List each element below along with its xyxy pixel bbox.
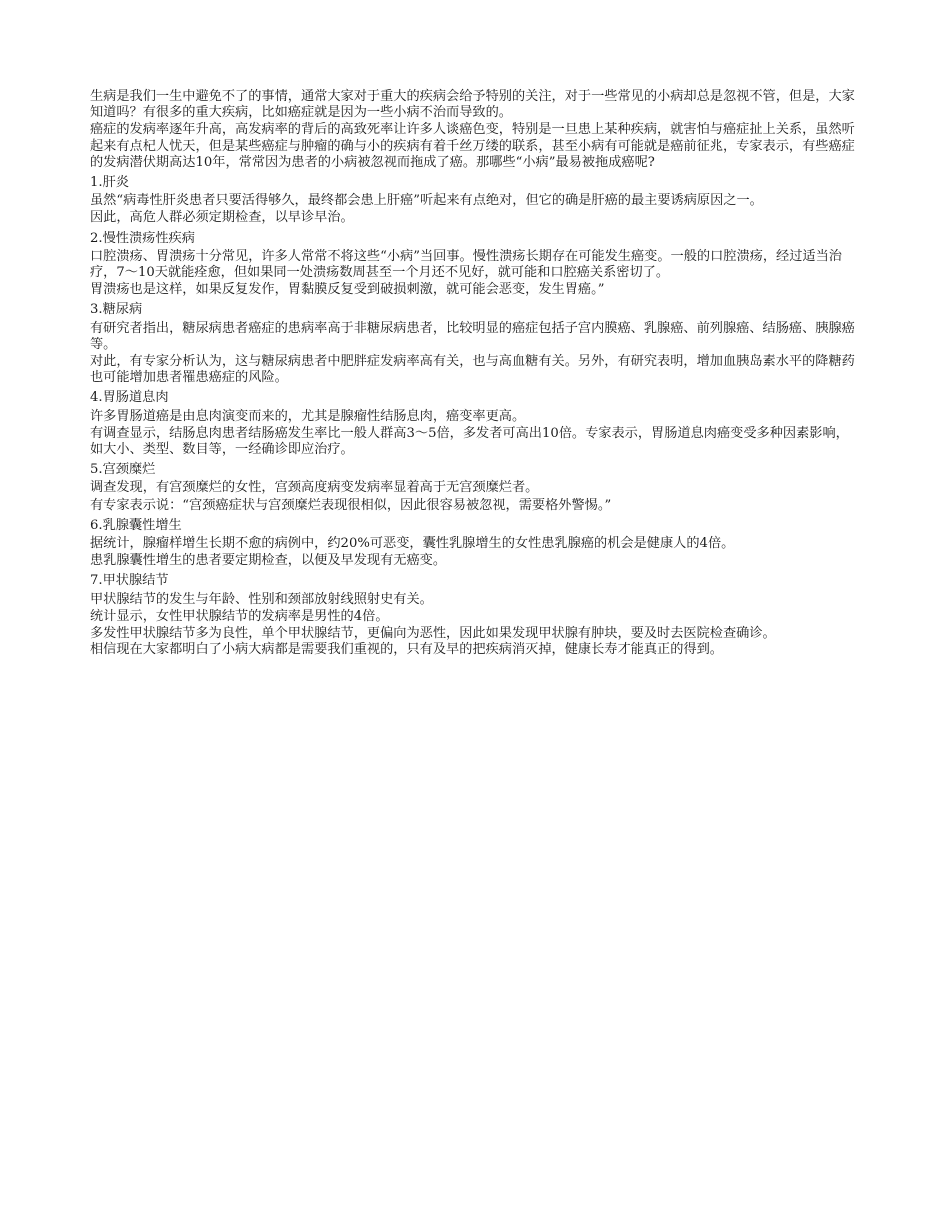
intro-paragraph: 生病是我们一生中避免不了的事情，通常大家对于重大的疾病会给予特别的关注，对于一些常见的小病却总是忽视不管，但是，大家知道吗？有很多的重大疾病，比如癌症就是因为一些小病不治而导致的。 [90,89,855,121]
section-paragraph: 甲状腺结节的发生与年龄、性别和颈部放射线照射史有关。 [90,591,433,607]
section-paragraph: 胃溃疡也是这样，如果反复发作，胃黏膜反复受到破损刺激，就可能会恶变，发生胃癌。” [90,282,605,298]
section-diabetes [90,302,860,386]
section-paragraph: 虽然“病毒性肝炎患者只要活得够久，最终都会患上肝癌”听起来有点绝对，但它的确是肝癌的最主要诱病原因之一。 [90,193,763,209]
section-paragraph: 对此，有专家分析认为，这与糖尿病患者中肥胖症发病率高有关，也与高血糖有关。另外，有研究表明，增加血胰岛素水平的降糖药也可能增加患者罹患癌症的风险。 [90,354,855,386]
conclusion-paragraph: 相信现在大家都明白了小病大病都是需要我们重视的，只有及早的把疾病消灭掉，健康长寿才能真正的得到。 [90,642,723,658]
section-breast-hyperplasia [90,518,860,570]
intro-paragraph: 癌症的发病率逐年升高，高发病率的背后的高致死率让许多人谈癌色变，特别是一旦患上某种疾病，就害怕与癌症扯上关系，虽然听起来有点杞人忧天，但是某些癌症与肿瘤的确与小的疾病有着千丝万缕的联系，甚至小病有可能就是癌前征兆，专家表示，有些癌症的发病潜伏期高达10年，常常因为患者的小病被忽视而拖成了癌。那哪些“小病”最易被拖成癌呢? [90,122,855,170]
section-paragraph: 患乳腺囊性增生的患者要定期检查，以便及早发现有无癌变。 [90,553,447,569]
section-paragraph: 有研究者指出，糖尿病患者癌症的患病率高于非糖尿病患者，比较明显的癌症包括子宫内膜癌、乳腺癌、前列腺癌、结肠癌、胰腺癌等。 [90,320,855,352]
section-heading: 6.乳腺囊性增生 [90,517,182,533]
section-heading: 2.慢性溃疡性疾病 [90,230,195,246]
section-paragraph: 因此，高危人群必须定期检查，以早诊早治。 [90,210,354,226]
section-cervical-erosion [90,462,860,514]
section-paragraph: 有专家表示说：“宫颈癌症状与宫颈糜烂表现很相似，因此很容易被忽视，需要格外警惕。” [90,497,612,513]
section-heading: 3.糖尿病 [90,302,143,318]
section-gi-polyp [90,390,860,458]
section-chronic-ulcer [90,231,860,299]
section-heading: 7.甲状腺结节 [90,573,169,589]
section-paragraph: 许多胃肠道癌是由息肉演变而来的，尤其是腺瘤性结肠息肉，癌变率更高。 [90,408,526,424]
section-paragraph: 口腔溃疡、胃溃疡十分常见，许多人常常不将这些“小病”当回事。慢性溃疡长期存在可能发生癌变。一般的口腔溃疡，经过适当治疗，7～10天就能痊愈，但如果同一处溃疡数周甚至一个月还不见好，就可能和口腔癌关系密切了。 [90,248,842,281]
section-paragraph: 调查发现，有宫颈糜烂的女性，宫颈高度病变发病率显着高于无宫颈糜烂者。 [90,480,539,496]
section-heading: 4.胃肠道息肉 [90,390,169,406]
section-paragraph: 据统计，腺瘤样增生长期不愈的病例中，约20%可恶变，囊性乳腺增生的女性患乳腺癌的机会是健康人的4倍。 [90,536,735,552]
section-heading: 5.宫颈糜烂 [90,462,156,478]
section-thyroid-nodule [90,573,860,642]
section-paragraph: 有调查显示，结肠息肉患者结肠癌发生率比一般人群高3～5倍，多发者可高出10倍。专家表示，胃肠道息肉癌变受多种因素影响，如大小、类型、数目等，一经确诊即应治疗。 [90,425,849,458]
section-paragraph: 统计显示，女性甲状腺结节的发病率是男性的4倍。 [90,608,389,624]
section-heading: 1.肝炎 [90,175,129,191]
section-hepatitis [90,175,860,227]
section-paragraph: 多发性甲状腺结节多为良性，单个甲状腺结节，更偏向为恶性，因此如果发现甲状腺有肿块，要及时去医院检查确诊。 [90,626,776,642]
article-body [90,89,860,659]
